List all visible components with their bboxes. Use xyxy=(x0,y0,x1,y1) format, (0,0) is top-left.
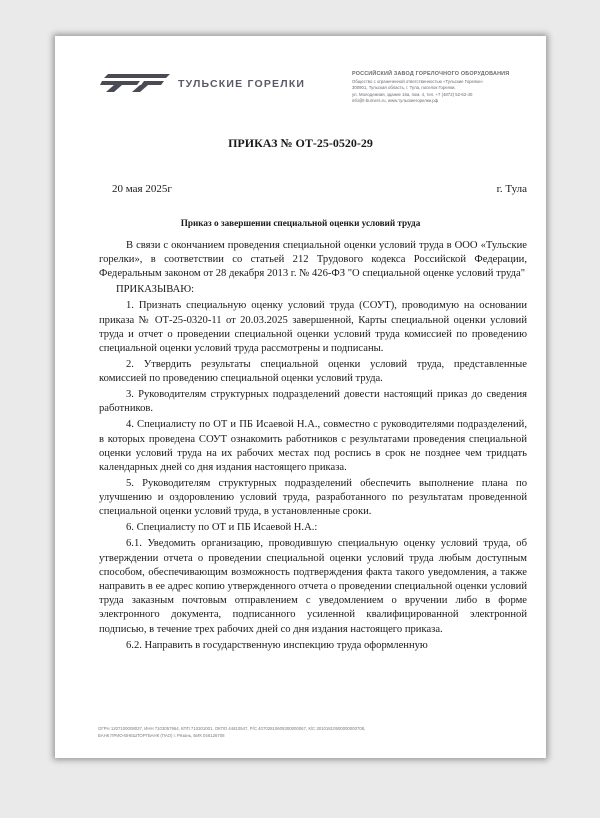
document-page xyxy=(55,36,546,758)
company-name: РОССИЙСКИЙ ЗАВОД ГОРЕЛОЧНОГО ОБОРУДОВАНИЯ xyxy=(352,71,510,77)
paragraph: 4. Специалисту по ОТ и ПБ Исаевой Н.А., совместно с руководителями подразделений, в которых проведена СОУТ ознакомить работников с результатами проведения специальной оценки условий труда на их рабочих местах под роспись в срок не позднее чем тридцать календарных дней со дня издания настоящего приказа. xyxy=(99,419,527,474)
document-date: 20 мая 2025г xyxy=(112,183,172,195)
company-info-line: ул. Молодежная, здание 16а, пом. 4, тел. +7 (4872) 52-62-40 xyxy=(352,91,473,97)
document-title: ПРИКАЗ № ОТ-25-0520-29 xyxy=(228,136,373,150)
paragraph: 3. Руководителям структурных подразделений довести настоящий приказ до сведения работников. xyxy=(99,389,527,415)
company-info-line: info@t-burners.ru, www.тульскиегорелки.рф xyxy=(352,97,439,103)
order-heading: ПРИКАЗЫВАЮ: xyxy=(116,284,195,296)
footer-line: ОГРН 1207100008037, ИНН 7103057964, КПП 710301001, ОКПО 44810547, Р/С 40702810609300000067, К/С 30101810500000000708, xyxy=(98,726,366,731)
company-info xyxy=(352,71,532,104)
paragraph: 6.2. Направить в государственную инспекцию труда оформленную xyxy=(126,639,428,651)
paragraph: 1. Признать специальную оценку условий труда (СОУТ), проводимую на основании приказа № ОТ-25-0320-11 от 20.03.2025 завершенной, Карты специальной оценки условий труда и отчет о проведении специальной оценки условий труда комиссией по проведению специальной оценки условий труда рассмотрены и подписаны. xyxy=(99,300,527,355)
paragraph: 6. Специалисту по ОТ и ПБ Исаевой Н.А.: xyxy=(126,522,318,534)
paragraph: 5. Руководителям структурных подразделений обеспечить выполнение плана по улучшению и оздоровлению условий труда, разработанного по результатам проведенной специальной оценки условий труда, в установленные сроки. xyxy=(99,478,527,518)
document-body xyxy=(99,239,527,655)
paragraph: 2. Утвердить результаты специальной оценки условий труда, представленные комиссией по проведению специальной оценки условий труда. xyxy=(99,359,527,385)
company-info-line: 300901, Тульская область, г. Тула, поселок Горелки, xyxy=(352,85,456,91)
document-subject: Приказ о завершении специальной оценки условий труда xyxy=(180,218,421,228)
company-logo-icon xyxy=(100,74,170,92)
paragraph: В связи с окончанием проведения специальной оценки условий труда в ООО «Тульские горелки», в соответствии со статьей 212 Трудового кодекса Российской Федерации, Федеральным законом от 28 декабря 2013 г. № 426-ФЗ "О специальной оценке условий труда" xyxy=(99,240,527,280)
brand-name: ТУЛЬСКИЕ ГОРЕЛКИ xyxy=(178,78,306,90)
footer-line: БАНК ПРИО-ВНЕШТОРГБАНК (ПАО) г. Рязань, БИК 046126708 xyxy=(98,732,225,738)
company-info-line: Общество с ограниченной ответственностью «Тульские Горелки» xyxy=(352,79,483,84)
paragraph: 6.1. Уведомить организацию, проводившую специальную оценку условий труда, об утверждении отчета о проведении специальной оценки условий труда любым доступным способом, обеспечивающим возможность подтверждения факта такого уведомления, а также направить в ее адрес копию утвержденного отчета о проведении специальной оценки условий труда заказным почтовым отправлением с уведомлением о вручении либо в форме электронного документа, подписанного усиленной квалифицированной электронной подписью, в течение трех рабочих дней со дня издания настоящего приказа. xyxy=(99,538,527,635)
footer xyxy=(98,726,365,739)
document-city: г. Тула xyxy=(496,183,527,195)
